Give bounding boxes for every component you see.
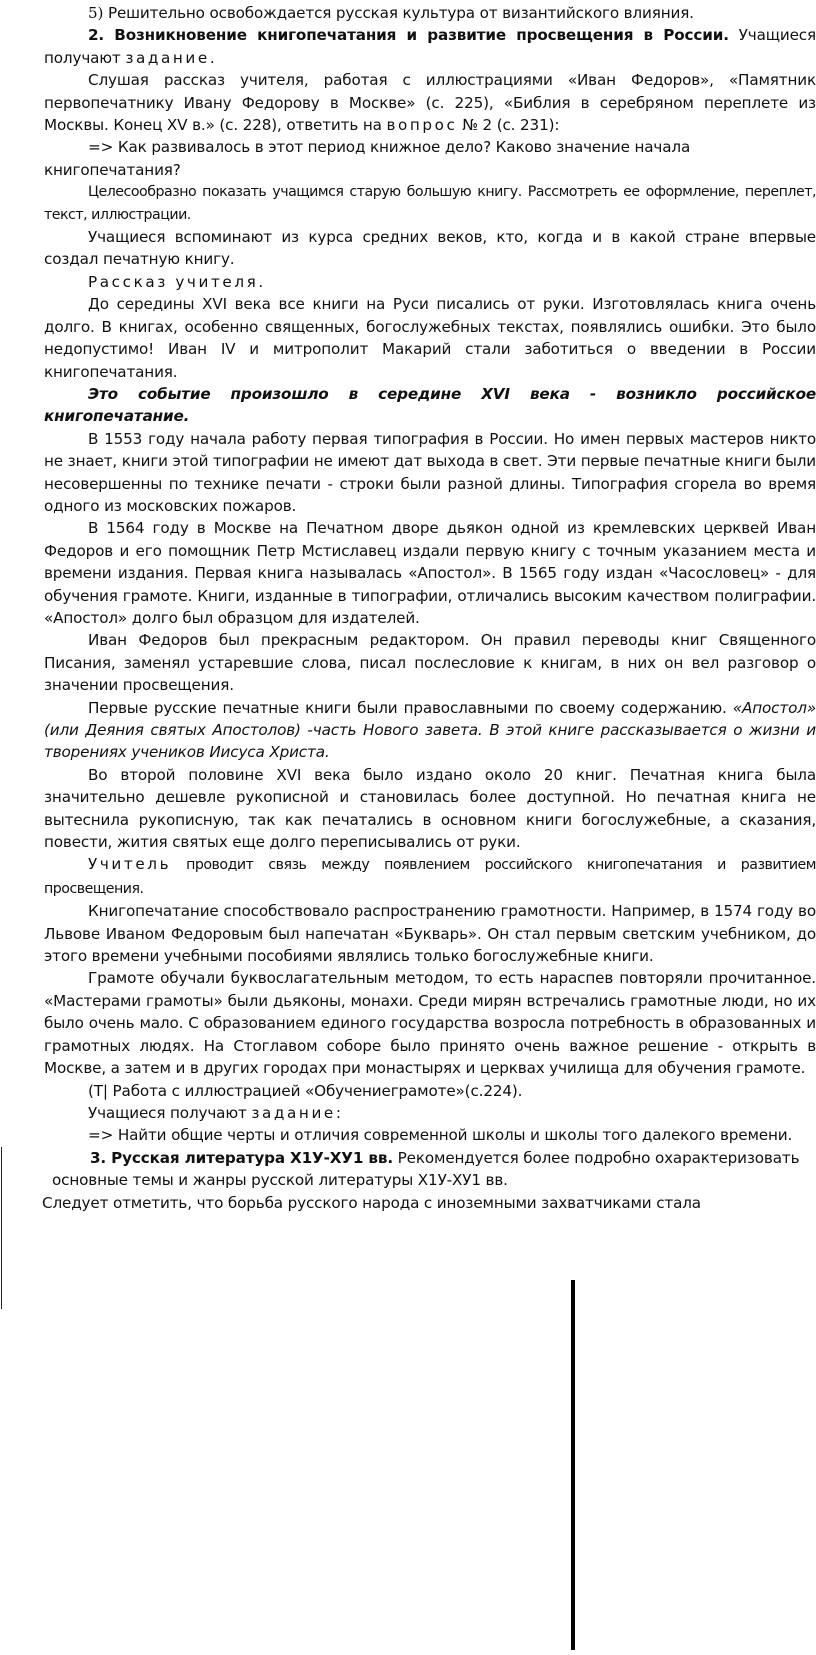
item-number: 5) — [88, 4, 104, 22]
question-paragraph: => Как развивалось в этот период книжное дело? Каково значение начала книгопечатания? — [44, 138, 691, 179]
task-2-label: задание — [251, 1103, 336, 1122]
story-paragraph-3: В 1564 году в Москве на Печатном дворе дьякон одной из кремлевских церквей Иван Федоров и его помощник Петр Мстиславец издали первую книгу с точным указанием места и времени издания. Первая книга называлась «Апостол». В 1565 году издан «Часословец» - для обучения грамоте. Книги, изданные в типографии, отличались высоким качеством полиграфии. «Апостол» долго был образцом для издателей. — [44, 519, 816, 627]
teacher-story-label — [44, 271, 816, 293]
section-3-text: Рекомендуется более подробно охарактеризовать основные темы и жанры русской литературы Х1У-ХУ1 вв. — [52, 1148, 800, 1190]
task-2-question: => Найти общие черты и отличия современной школы и школы того далекого времени. — [88, 1126, 793, 1145]
story-paragraph-1: До середины XVI века все книги на Руси писались от руки. Изготовлялась книга очень долго. В книгах, особенно священных, богослужебных текстах, появлялись ошибки. Это было недопустимо! Иван IV и митрополит Макарий стали заботиться о введении в России книгопечатания. — [44, 295, 816, 381]
recall-paragraph: Учащиеся вспоминают из курса средних веков, кто, когда и в какой стране впервые создал печатную книгу. — [44, 228, 816, 269]
illustration-work-paragraph: (Т| Работа с иллюстрацией «Обучениеграмоте»(с.224). — [88, 1081, 523, 1100]
task-paragraph — [44, 69, 816, 136]
document-body — [44, 2, 816, 1214]
story-italic-text: «Апостол» (или Деяния святых Апостолов) -часть Нового завета. В этой книге рассказывается о жизни и творениях учеников Иисуса Христа. — [44, 698, 816, 762]
story-paragraph-2: В 1553 году начала работу первая типография в России. Но имен первых мастеров никто не знает, книги этой типографии не имеют дат выхода в свет. Эти первые печатные книги были несовершенны по технике печати - строки были разной длины. Типография сгорела во время одного из московских пожаров. — [44, 429, 816, 515]
task-2-paragraph — [44, 1102, 816, 1124]
section-3-paragraph — [44, 1147, 816, 1192]
highlight-paragraph: Это событие произошло в середине XVI века - возникло российское книгопечатание. — [44, 384, 816, 426]
section-2-text: Учащиеся получают — [44, 26, 816, 67]
story-paragraph-4: Иван Федоров был прекрасным редактором. Он правил переводы книг Священного Писания, заменял устаревшие слова, писал послесловие к книгам, в них он вел разговор о значении просвещения. — [44, 631, 816, 695]
section-3-heading: 3. Русская литература Х1У-ХУ1 вв. — [90, 1148, 393, 1167]
question-label: вопрос — [386, 116, 458, 135]
teacher-label: Учитель — [88, 855, 172, 874]
item-text: Решительно освобождается русская культура от византийского влияния. — [103, 4, 694, 22]
task-2-text: Учащиеся получают — [88, 1103, 252, 1122]
section-2-heading: 2. Возникновение книгопечатания и развитие просвещения в России. — [88, 26, 729, 45]
teacher-link-text: проводит связь между появлением российского книгопечатания и развитием просвещения. — [44, 857, 816, 897]
teacher-link-paragraph — [44, 853, 816, 900]
story-paragraph-5 — [44, 697, 816, 764]
story-paragraph-8: Грамоте обучали буквослагательным методом, то есть нараспев повторяли прочитанное. «Мастерами грамоты» были дьяконы, монахи. Среди мирян встречались грамотные люди, но их было очень мало. С образованием единого государства возросла потребность в образованных и грамотных людях. На Стоглавом соборе было принято очень важное решение - открыть в Москве, а затем и в других городах при монастырях и церквах училища для обучения грамоте. — [44, 969, 816, 1078]
vertical-divider-line — [571, 1280, 575, 1650]
teacher-story-text: Рассказ учителя. — [88, 272, 266, 291]
story-paragraph-6: Во второй половине XVI века было издано около 20 книг. Печатная книга была значительно дешевле рукописной и становилась более доступной. Но печатная книга не вытеснила рукописную, так как печатались в основном книги богослужебные, а сказания, повести, жития святых еще долго переписывались от руки. — [44, 765, 816, 852]
task-label: задание. — [125, 48, 218, 67]
story-text: Первые русские печатные книги были православными по своему содержанию. — [88, 698, 733, 717]
story-paragraph-7: Книгопечатание способствовало распространению грамотности. Например, в 1574 году во Львове Иваном Федоровым был напечатан «Букварь». Он стал первым светским учебником, до этого времени учебными пособиями являлись только богослужебные книги. — [44, 902, 816, 966]
task-2-colon: : — [335, 1103, 341, 1122]
advice-paragraph: Целесообразно показать учащимся старую большую книгу. Рассмотреть ее оформление, переплет, текст, иллюстрации. — [44, 184, 816, 223]
paragraph-item-5 — [44, 2, 816, 24]
section-2-paragraph — [44, 24, 816, 69]
question-ref: № 2 (с. 231): — [457, 116, 560, 135]
left-margin-line — [1, 1147, 2, 1309]
task-text: Слушая рассказ учителя, работая с иллюстрациями «Иван Федоров», «Памятник первопечатнику Ивану Федорову в Москве» (с. 225), «Библия в серебряном переплете из Москвы. Конец XV в.» (с. 228), ответить на — [44, 71, 816, 135]
final-paragraph: Следует отметить, что борьба русского народа с иноземными захватчиками стала — [42, 1193, 701, 1212]
